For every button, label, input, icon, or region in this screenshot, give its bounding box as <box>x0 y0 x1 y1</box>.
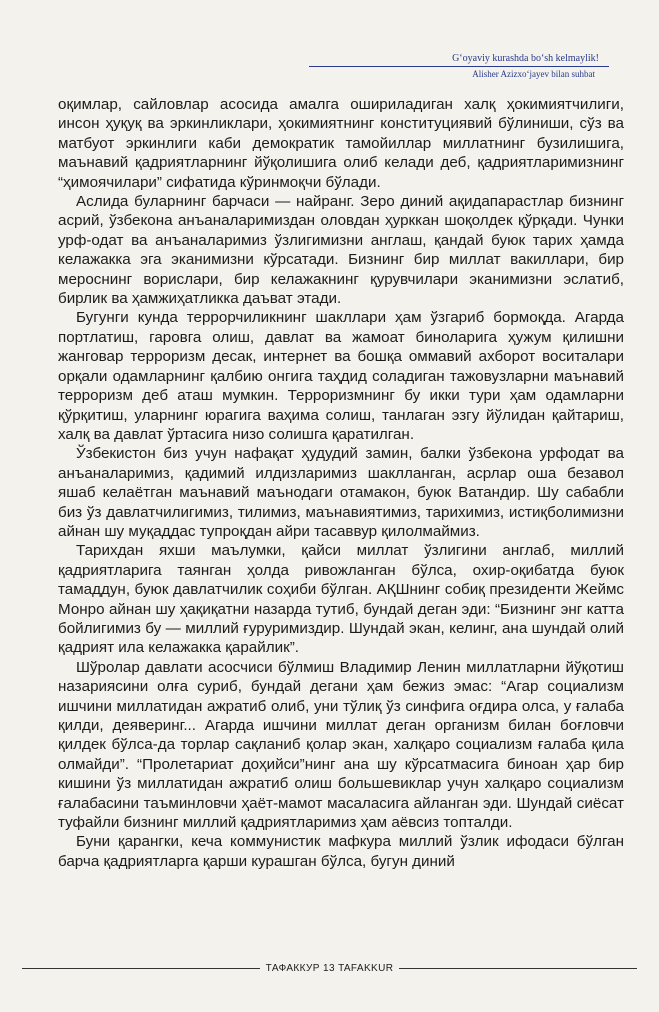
paragraph: Бугунги кунда террорчиликнинг шакллари ҳам ўзгариб бормоқда. Агарда портлатиш, гаровга олиш, давлат ва жамоат биноларига ҳужум қилишни жанговар терроризм десак, интернет ва бошқа оммавий ахборот воситалари орқали одамларнинг қалбию онгига таҳдид соладиган тажовузларни маънавий терроризм деб аташ мумкин. Терроризмнинг бу икки тури ҳам одамларни қўрқитиш, уларнинг юрагига ваҳима солиш, танлаган эзгу йўлидан қайтариш, халқ ва давлат ўртасига низо солишга қаратилган. <box>58 309 624 443</box>
paragraph: Ўзбекистон биз учун нафақат ҳудудий замин, балки ўзбекона урфодат ва анъаналаримиз, қадимий илдизларимиз шаклланган, асрлар оша безавол яшаб келаётган маънавий маънодаги отамакон, буюк Ватандир. Шу сабабли биз ўз давлатчилигимиз, тилимиз, маънавиятимиз, тарихимиз, истиқболимизни айнан шу муқаддас тупроқдан айри тасаввур қилолмаймиз. <box>58 445 624 540</box>
footer-label: ТАФАККУР 13 TAFAKKUR <box>265 962 394 974</box>
footer-rule-right <box>399 968 637 969</box>
running-head-rule <box>309 66 609 67</box>
running-head-title: G‘oyaviy kurashda bo‘sh kelmaylik! <box>452 53 599 64</box>
paragraph: Шўролар давлати асосчиси бўлмиш Владимир Ленин миллатларни йўқотиш назариясини олға суриб, бундай дегани ҳам бежиз эмас: “Агар социализм ишчини миллатидан ажратиб олиб, уни тўлиқ ўз синфига оғдира олса, у ғалаба қилди, деяверинг... Агарда ишчини миллат деган организм билан боғловчи қилдек бўлса-да торлар сақланиб қолар экан, халқаро социализм ғалаба қила олмайди”. “Пролетариат доҳийси”нинг ана шу кўрсатмасига биноан ҳар бир кишини ўз миллатидан ажратиб олиш большевиклар учун халқаро социализм ғалабасини таъминловчи ҳаёт-мамот масаласига айланган эди. Шундай сиёсат туфайли бизнинг миллий қадриятларимиз ҳам аёвсиз топталди. <box>58 658 624 832</box>
paragraph: Аслида буларнинг барчаси — найранг. Зеро диний ақидапарастлар бизнинг асрий, ўзбекона анъаналаримиздан оловдан ҳурккан шоқолдек қўрқади. Чунки урф-одат ва анъаналаримиз ўзлигимизни англаш, қандай буюк тарих ҳамда келажакка эга эканимизни кўрсатади. Бизнинг бир миллат вакиллари, бир мероснинг ворислари, бир келажакнинг қурувчилари эканимизни эслатиб, бирлик ва ҳамжиҳатликка даъват этади. <box>58 193 624 308</box>
running-head <box>309 52 609 80</box>
paragraph: Буни қарангки, кеча коммунистик мафкура миллий ўзлик ифодаси бўлган барча қадриятларга қарши курашган бўлса, бугун диний <box>58 833 624 870</box>
footer-rule-left <box>22 968 260 969</box>
paragraph: оқимлар, сайловлар асосида амалга ошириладиган халқ ҳокимиятчилиги, инсон ҳуқуқ ва эркинликлари, ҳокимиятнинг конституциявий бўлиниши, сўз ва матбуот эркинлиги каби демократик тамойиллар миллатнинг бузилишига, маънавий қадриятларнинг йўқолишига олиб келади деб, қадриятларимизнинг “ҳимоячилари” сифатида кўринмоқчи бўлади. <box>58 96 624 191</box>
paragraph: Тарихдан яхши маълумки, қайси миллат ўзлигини англаб, миллий қадриятларига таянган ҳолда ривожланган бўлса, охир-оқибатда буюк тамаддун, буюк давлатчилик соҳиби бўлган. АҚШнинг собиқ президенти Жеймс Монро айнан шу ҳақиқатни назарда тутиб, бундай деган эди: “Бизнинг энг катта бойлигимиз бу — миллий ғуруримиздир. Шундай экан, келинг, ана шундай олий қадрият ила келажакка қарайлик”. <box>58 542 624 657</box>
running-head-subtitle: Alisher Azizxo‘jayev bilan suhbat <box>472 69 595 79</box>
article-body <box>58 95 624 871</box>
page-footer <box>22 961 637 975</box>
